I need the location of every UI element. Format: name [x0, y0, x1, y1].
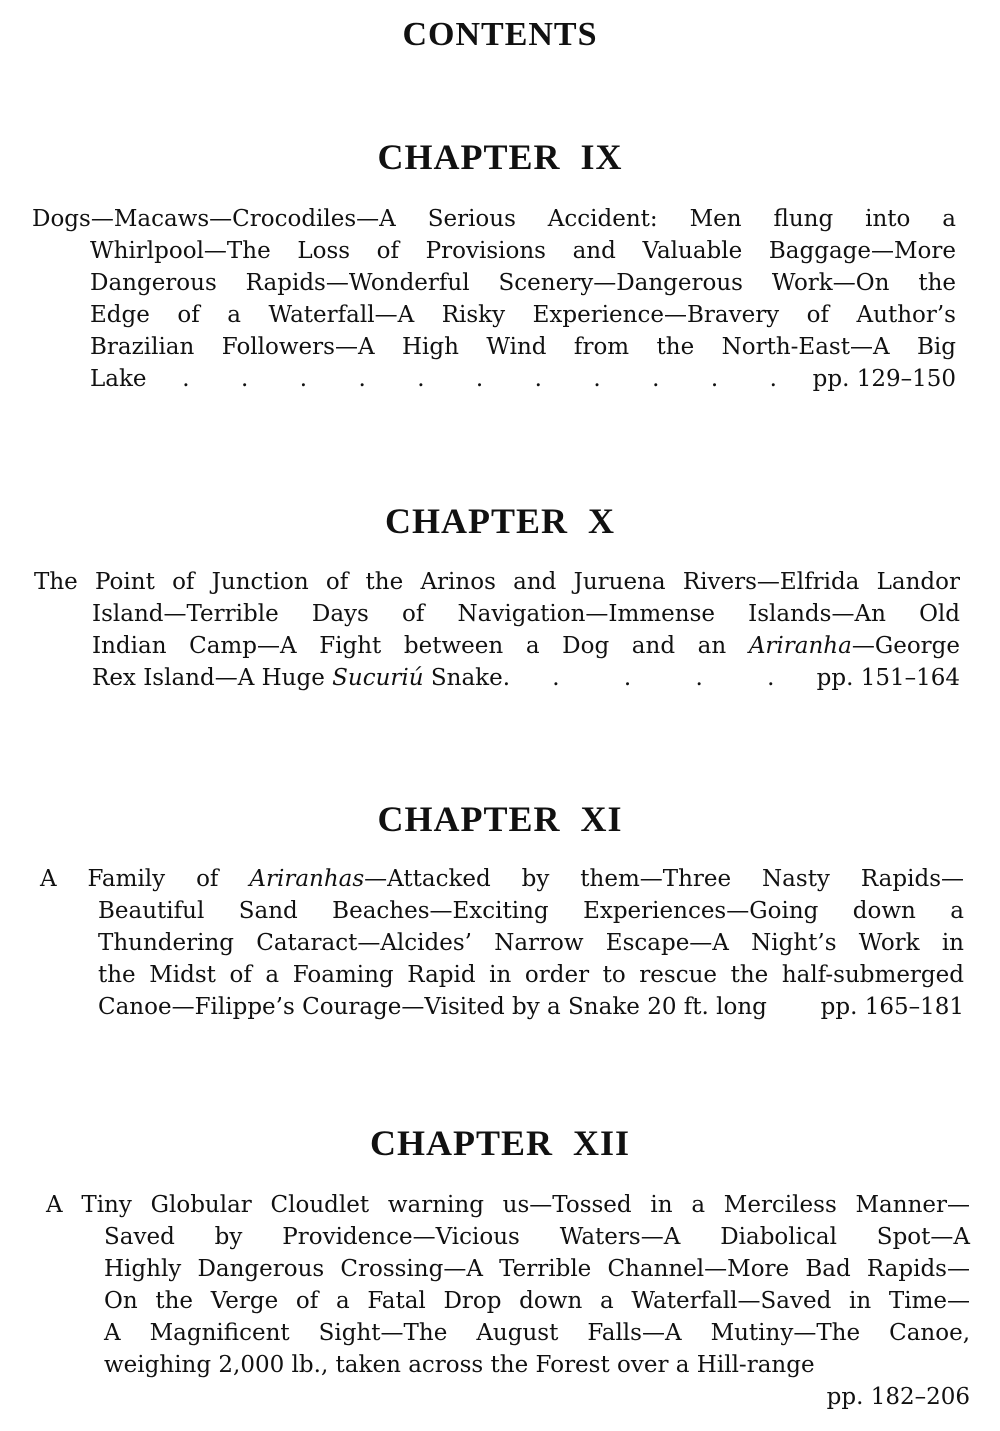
- leader-dots: . . . .: [552, 665, 775, 691]
- summary-line: The Point of Junction of the Arinos and Juruena Rivers—Elfrida Landor: [34, 569, 960, 595]
- chapter-xi-heading: CHAPTER XI: [377, 799, 623, 839]
- summary-line: A Tiny Globular Cloudlet warning us—Tossed in a Merciless Manner—: [46, 1192, 970, 1218]
- chapter-ix-heading: CHAPTER IX: [377, 137, 623, 177]
- page-range: pp. 182–206: [826, 1384, 970, 1410]
- summary-line: Indian Camp—A Fight between a Dog and an Ariranha—George: [92, 633, 960, 659]
- summary-line: Canoe—Filippe’s Courage—Visited by a Snakе 20 ft. long: [98, 994, 767, 1020]
- summary-line: A Family of Ariranhas—Attacked by them—Three Nasty Rapids—: [40, 866, 965, 892]
- summary-line: Edge of a Waterfall—A Risky Experience—Bravery of Author’s: [90, 302, 956, 328]
- leader-dots: . . . . . . . . . . .: [182, 366, 777, 392]
- page-title: CONTENTS: [402, 16, 598, 53]
- page-range: pp. 165–181: [820, 994, 964, 1020]
- chapter-ix-summary: [32, 203, 956, 395]
- summary-line: weighing 2,000 lb., taken across the Forest over a Hill-range: [104, 1352, 815, 1378]
- summary-last-line: [40, 991, 964, 1023]
- summary-line: the Midst of a Foaming Rapid in order to rescue the half-submerged: [98, 962, 964, 988]
- page-range: pp. 129–150: [812, 366, 956, 392]
- chapter-xii-summary: [46, 1189, 970, 1413]
- summary-line: Island—Terrible Days of Navigation—Immense Islands—An Old: [92, 601, 960, 627]
- summary-line: Whirlpool—The Loss of Provisions and Valuable Baggage—More: [90, 238, 956, 264]
- summary-line: Thundering Cataract—Alcides’ Narrow Escape—A Night’s Work in: [98, 930, 964, 956]
- summary-last-line: [32, 363, 956, 395]
- summary-line: Brazilian Followers—A High Wind from the North-East—A Big: [90, 334, 956, 360]
- summary-line: On the Verge of a Fatal Drop down a Waterfall—Saved in Time—: [104, 1288, 970, 1314]
- chapter-xi-summary: [40, 863, 964, 1023]
- chapter-x-summary: [34, 566, 960, 694]
- summary-line: Highly Dangerous Crossing—A Terrible Channel—More Bad Rapids—: [104, 1256, 970, 1282]
- summary-line: Dogs—Macaws—Crocodiles—A Serious Accident: Men flung into a: [32, 206, 956, 232]
- summary-last-line: [34, 662, 960, 694]
- chapter-xii-heading: CHAPTER XII: [369, 1123, 631, 1163]
- summary-line: Beautiful Sand Beaches—Exciting Experiences—Going down a: [98, 898, 964, 924]
- summary-line: Rex Island—A Huge Sucuriú Snake.: [92, 665, 511, 691]
- summary-line: Dangerous Rapids—Wonderful Scenery—Dangerous Work—On the: [90, 270, 956, 296]
- summary-line: A Magnificent Sight—The August Falls—A Mutiny—The Canoe,: [104, 1320, 970, 1346]
- summary-line: Lake: [90, 366, 147, 392]
- page-range: pp. 151–164: [816, 665, 960, 691]
- chapter-x-heading: CHAPTER X: [384, 501, 615, 541]
- summary-line: Saved by Providence—Vicious Waters—A Diabolical Spot—A: [104, 1224, 970, 1250]
